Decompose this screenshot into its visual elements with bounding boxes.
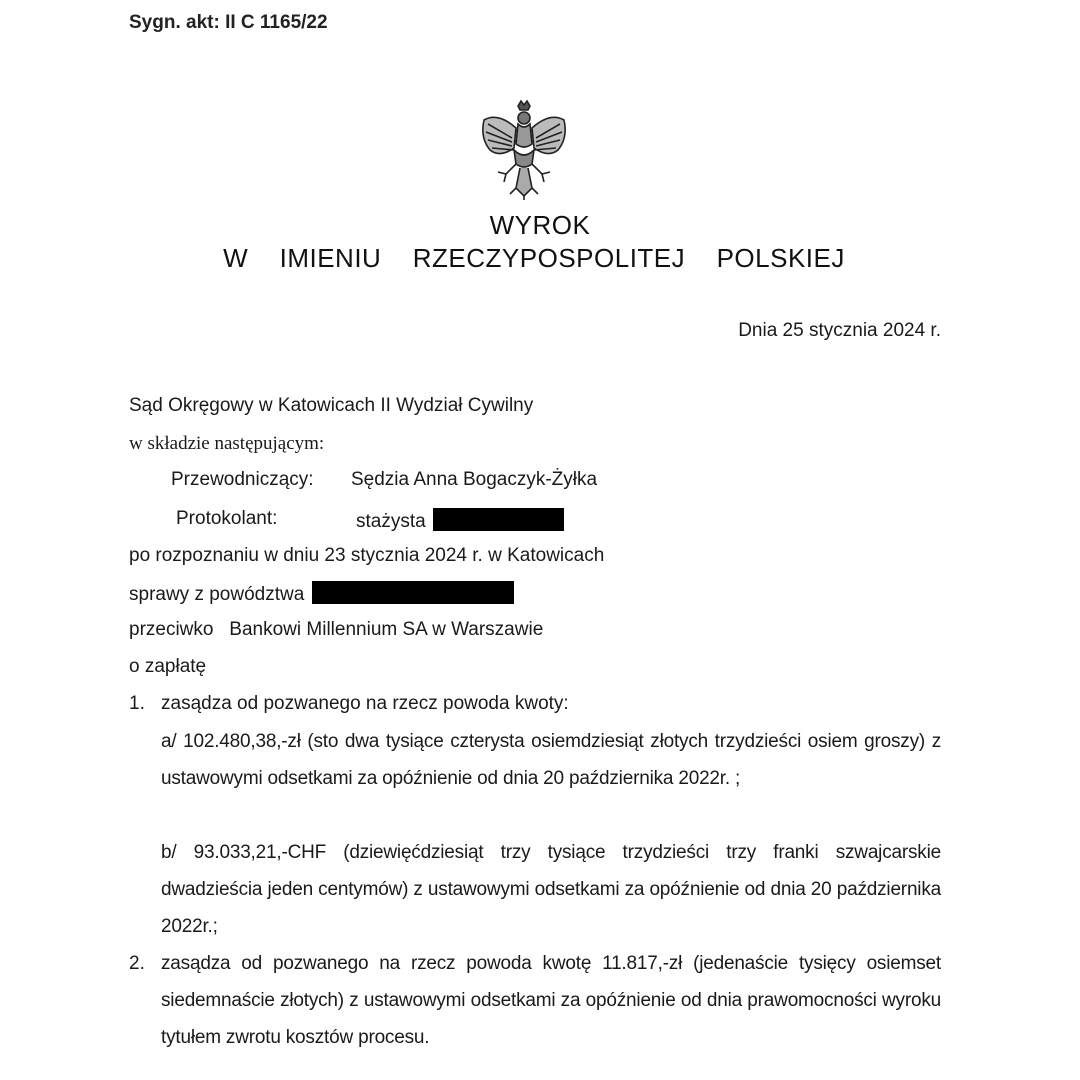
polish-eagle-emblem-icon — [476, 98, 572, 202]
court-name: Sąd Okręgowy w Katowicach II Wydział Cywilny — [129, 395, 534, 416]
case-signature: Sygn. akt: II C 1165/22 — [129, 12, 328, 33]
chair-value: Sędzia Anna Bogaczyk-Żyłka — [351, 469, 598, 490]
clerk-label: Protokolant: — [176, 508, 278, 529]
document-title: WYROK — [489, 210, 591, 240]
ruling-1b-text: b/ 93.033,21,-CHF (dziewięćdziesiąt trzy tysiące trzydzieści trzy franki szwajcarskie dwadzieścia jeden centymów) z ustawowymi odsetkami za opóźnienie od dnia 20 października 2022r.; — [161, 842, 941, 937]
ruling-1-text: zasądza od pozwanego na rzecz powoda kwoty: — [161, 693, 569, 714]
case-subject: o zapłatę — [129, 656, 207, 677]
chair-label: Przewodniczący: — [171, 469, 314, 490]
ruling-1-number: 1. — [129, 693, 145, 714]
plaintiff-label: sprawy z powództwa — [129, 584, 305, 605]
clerk-field — [356, 508, 564, 533]
ruling-2-number: 2. — [129, 953, 145, 974]
clerk-value: stażysta — [356, 511, 426, 532]
plaintiff-line — [129, 581, 514, 606]
court-composition: w składzie następującym: — [129, 433, 325, 454]
redaction-plaintiff-name — [312, 581, 514, 604]
ruling-1a-text: a/ 102.480,38,-zł (sto dwa tysiące czterysta osiemdziesiąt złotych trzydzieści osiem groszy) z ustawowymi odsetkami za opóźnienie od dnia 20 października 2022r. ; — [161, 731, 941, 789]
redaction-clerk-name — [433, 508, 564, 531]
defendant-line: przeciwko Bankowi Millennium SA w Warszawie — [129, 619, 544, 640]
document-subtitle: W IMIENIU RZECZYPOSPOLITEJ POLSKIEJ — [223, 243, 845, 273]
ruling-2-text: zasądza od pozwanego na rzecz powoda kwotę 11.817,-zł (jedenaście tysięcy osiemset siedemnaście złotych) z ustawowymi odsetkami za opóźnienie od dnia prawomocności wyroku tytułem zwrotu kosztów procesu. — [161, 953, 941, 1048]
hearing-info: po rozpoznaniu w dniu 23 stycznia 2024 r. w Katowicach — [129, 545, 605, 566]
judgment-date: Dnia 25 stycznia 2024 r. — [738, 320, 941, 341]
